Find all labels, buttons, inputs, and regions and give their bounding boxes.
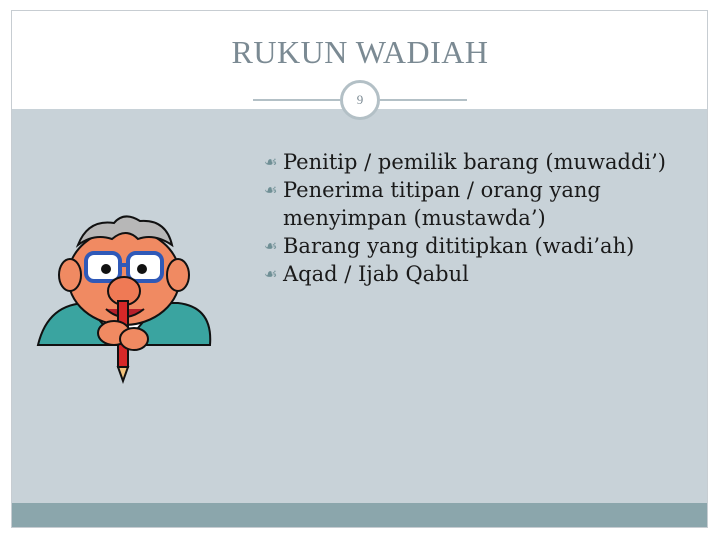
slide-number: 9: [356, 92, 364, 107]
bullet-list: [264, 148, 704, 288]
bullet-marker-icon: ☙: [264, 181, 278, 199]
list-item: [264, 176, 704, 232]
slide-title: RUKUN WADIAH: [231, 34, 489, 70]
bullet-text: Aqad / Ijab Qabul: [283, 262, 469, 286]
bullet-marker-icon: ☙: [264, 153, 278, 171]
list-item: [264, 232, 704, 260]
list-item: [264, 148, 704, 176]
bullet-text: Barang yang dititipkan (wadi’ah): [283, 234, 635, 258]
divider-right: [380, 99, 467, 101]
divider-left: [253, 99, 340, 101]
list-item: [264, 260, 704, 288]
bullet-text: Penitip / pemilik barang (muwaddi’): [283, 150, 666, 174]
footer-bar: [12, 503, 707, 527]
bullet-marker-icon: ☙: [264, 265, 278, 283]
bullet-text: Penerima titipan / orang yang menyimpan (mustawda’): [283, 178, 601, 230]
bullet-marker-icon: ☙: [264, 237, 278, 255]
slide-number-badge: [340, 80, 380, 120]
man-biting-pencil-clipart-icon: [28, 205, 248, 395]
